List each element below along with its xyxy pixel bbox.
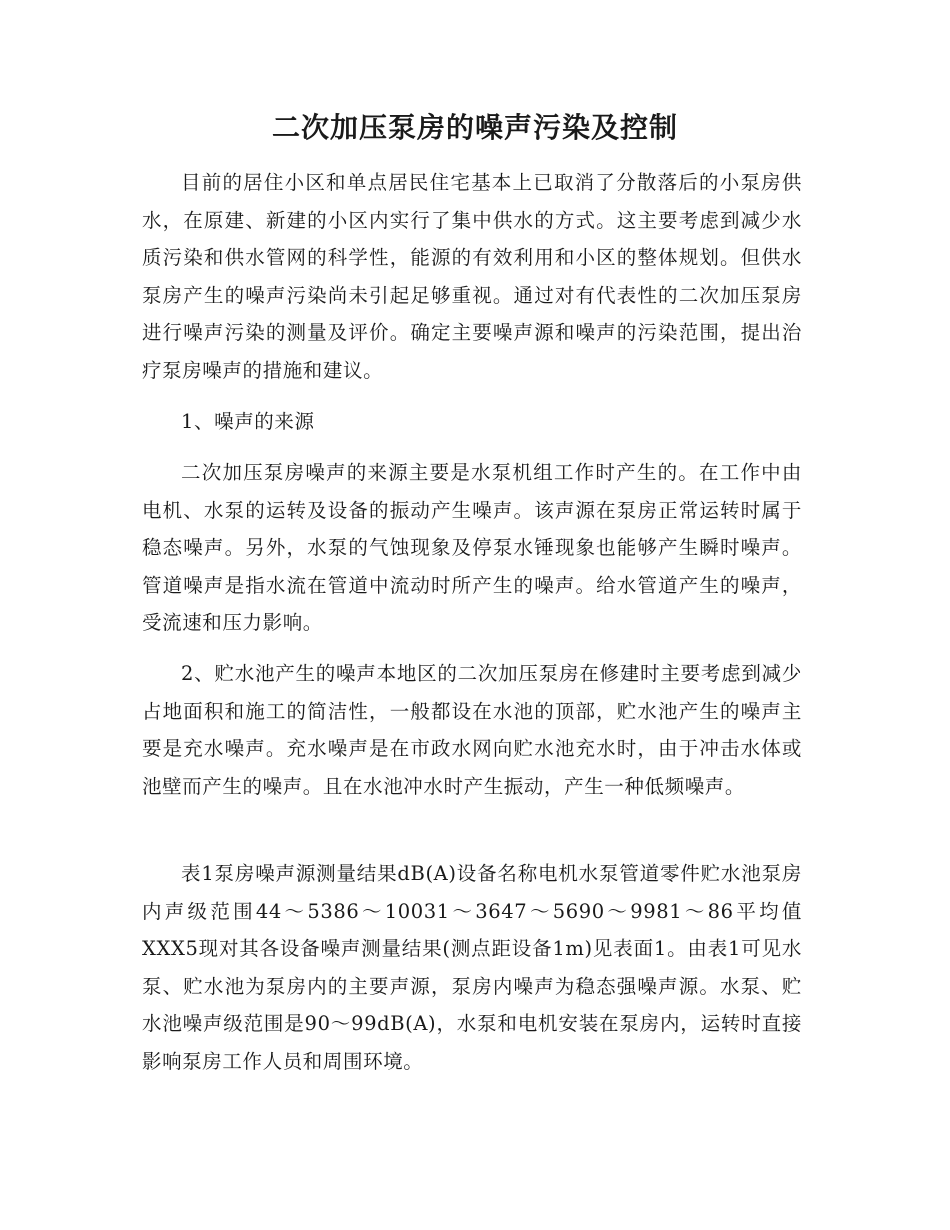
- paragraph-intro: 目前的居住小区和单点居民住宅基本上已取消了分散落后的小泵房供水，在原建、新建的小区内实行了集中供水的方式。这主要考虑到减少水质污染和供水管网的科学性，能源的有效利用和小区的整体规划。但供水泵房产生的噪声污染尚未引起足够重视。通过对有代表性的二次加压泵房进行噪声污染的测量及评价。确定主要噪声源和噪声的污染范围，提出治疗泵房噪声的措施和建议。: [142, 171, 802, 382]
- paragraph-measurement-results: 表1泵房噪声源测量结果dB(A)设备名称电机水泵管道零件贮水池泵房内声级范围44～5386～10031～3647～5690～9981～86平均值XXX5现对其各设备噪声测量结果(测点距设备1m)见表面1。由表1可见水泵、贮水池为泵房内的主要声源，泵房内噪声为稳态强噪声源。水泵、贮水池噪声级范围是90～99dB(A)，水泵和电机安装在泵房内，运转时直接影响泵房工作人员和周围环境。: [142, 862, 802, 1073]
- paragraph-noise-source: 二次加压泵房噪声的来源主要是水泵机组工作时产生的。在工作中由电机、水泵的运转及设备的振动产生噪声。该声源在泵房正常运转时属于稳态噪声。另外，水泵的气蚀现象及停泵水锤现象也能够产生瞬时噪声。管道噪声是指水流在管道中流动时所产生的噪声。给水管道产生的噪声，受流速和压力影响。: [142, 461, 802, 635]
- document-title: 二次加压泵房的噪声污染及控制: [271, 111, 678, 144]
- paragraph-storage-tank-noise: 2、贮水池产生的噪声本地区的二次加压泵房在修建时主要考虑到减少占地面积和施工的简洁性，一般都设在水池的顶部，贮水池产生的噪声主要是充水噪声。充水噪声是在市政水网向贮水池充水时，由于冲击水体或池壁而产生的噪声。且在水池冲水时产生振动，产生一种低频噪声。: [142, 662, 802, 798]
- section-heading-noise-source: 1、噪声的来源: [181, 410, 315, 433]
